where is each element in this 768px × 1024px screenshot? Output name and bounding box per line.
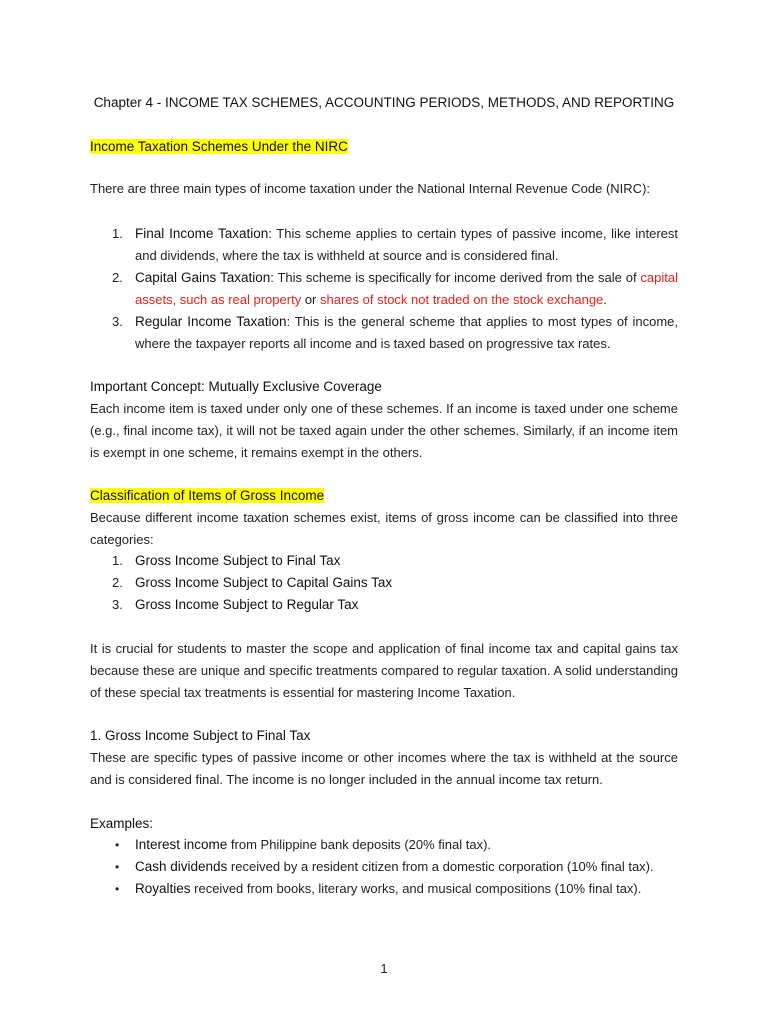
- list-number: 2.: [112, 575, 123, 590]
- list-number: 3.: [112, 597, 123, 612]
- example-text: received by a resident citizen from a domestic corporation (10% final tax).: [227, 859, 654, 874]
- list-item: [90, 550, 678, 572]
- example-text: from Philippine bank deposits (20% final tax).: [227, 837, 492, 852]
- schemes-intro: There are three main types of income taxation under the National Internal Revenue Code (NIRC):: [90, 181, 651, 196]
- sentence-end: .: [603, 292, 607, 307]
- example-body: [135, 878, 678, 900]
- red-text-shares: shares of stock not traded on the stock exchange: [320, 292, 604, 307]
- example-text: received from books, literary works, and musical compositions (10% final tax).: [190, 881, 642, 896]
- list-item-body: [135, 267, 678, 311]
- list-item: [90, 878, 678, 900]
- list-item: [90, 311, 678, 355]
- final-tax-heading: 1. Gross Income Subject to Final Tax: [90, 728, 311, 743]
- bullet-icon: •: [115, 882, 120, 896]
- scheme-description: : This scheme applies to certain types of passive income, like interest and dividends, where the tax is withheld at source and is considered final.: [135, 226, 678, 263]
- classification-list: [90, 550, 678, 616]
- red-text-capital-assets: capital assets, such as real property: [135, 270, 678, 307]
- scheme-term: Final Income Taxation: [135, 226, 269, 241]
- scheme-term: Regular Income Taxation: [135, 314, 287, 329]
- list-item: [90, 572, 678, 594]
- list-number: 3.: [112, 314, 123, 329]
- crucial-paragraph: It is crucial for students to master the scope and application of final income tax and capital gains tax because these are unique and specific treatments compared to regular taxation. A solid understanding of these special tax treatments is essential for mastering Income Taxation.: [90, 641, 678, 700]
- examples-heading: Examples:: [90, 816, 154, 831]
- list-item-body: [135, 223, 678, 267]
- section-heading-classification: [90, 485, 324, 507]
- chapter-title: Chapter 4 - INCOME TAX SCHEMES, ACCOUNTING PERIODS, METHODS, AND REPORTING: [93, 95, 675, 110]
- page-number: 1: [380, 961, 388, 976]
- scheme-description: : This scheme is specifically for income derived from the sale of: [270, 270, 641, 285]
- list-number: 2.: [112, 270, 123, 285]
- list-item: [90, 223, 678, 267]
- scheme-description: : This is the general scheme that applies to most types of income, where the taxpayer reports all income and is taxed based on progressive tax rates.: [135, 314, 678, 351]
- list-item: [90, 834, 678, 856]
- classification-intro: Because different income taxation schemes exist, items of gross income can be classified into three categories:: [90, 510, 678, 547]
- example-body: [135, 834, 678, 856]
- classification-label: Gross Income Subject to Capital Gains Tax: [135, 575, 393, 590]
- final-tax-text: These are specific types of passive income or other incomes where the tax is withheld at the source and is considered final. The income is no longer included in the annual income tax return.: [90, 750, 678, 787]
- example-term: Royalties: [135, 881, 191, 896]
- scheme-term: Capital Gains Taxation: [135, 270, 271, 285]
- bullet-icon: •: [115, 838, 120, 852]
- section-heading-schemes: [90, 136, 348, 158]
- examples-list: [90, 834, 678, 900]
- list-item: [90, 267, 678, 311]
- list-item-body: [135, 311, 678, 355]
- example-body: [135, 856, 678, 878]
- list-item: [90, 856, 678, 878]
- list-item: [90, 594, 678, 616]
- list-number: 1.: [112, 553, 123, 568]
- classification-label: Gross Income Subject to Regular Tax: [135, 597, 359, 612]
- bullet-icon: •: [115, 860, 120, 874]
- list-number: 1.: [112, 226, 123, 241]
- classification-label: Gross Income Subject to Final Tax: [135, 553, 341, 568]
- highlighted-heading: Classification of Items of Gross Income: [90, 488, 325, 503]
- example-term: Interest income: [135, 837, 228, 852]
- highlighted-heading: Income Taxation Schemes Under the NIRC: [90, 139, 348, 154]
- example-term: Cash dividends: [135, 859, 228, 874]
- schemes-list: [90, 223, 678, 355]
- concept-text: Each income item is taxed under only one of these schemes. If an income is taxed under one scheme (e.g., final income tax), it will not be taxed again under the other schemes. Similarly, if an income item is exempt in one scheme, it remains exempt in the others.: [90, 401, 678, 460]
- connector-text: or: [301, 292, 320, 307]
- concept-heading: Important Concept: Mutually Exclusive Coverage: [90, 379, 382, 394]
